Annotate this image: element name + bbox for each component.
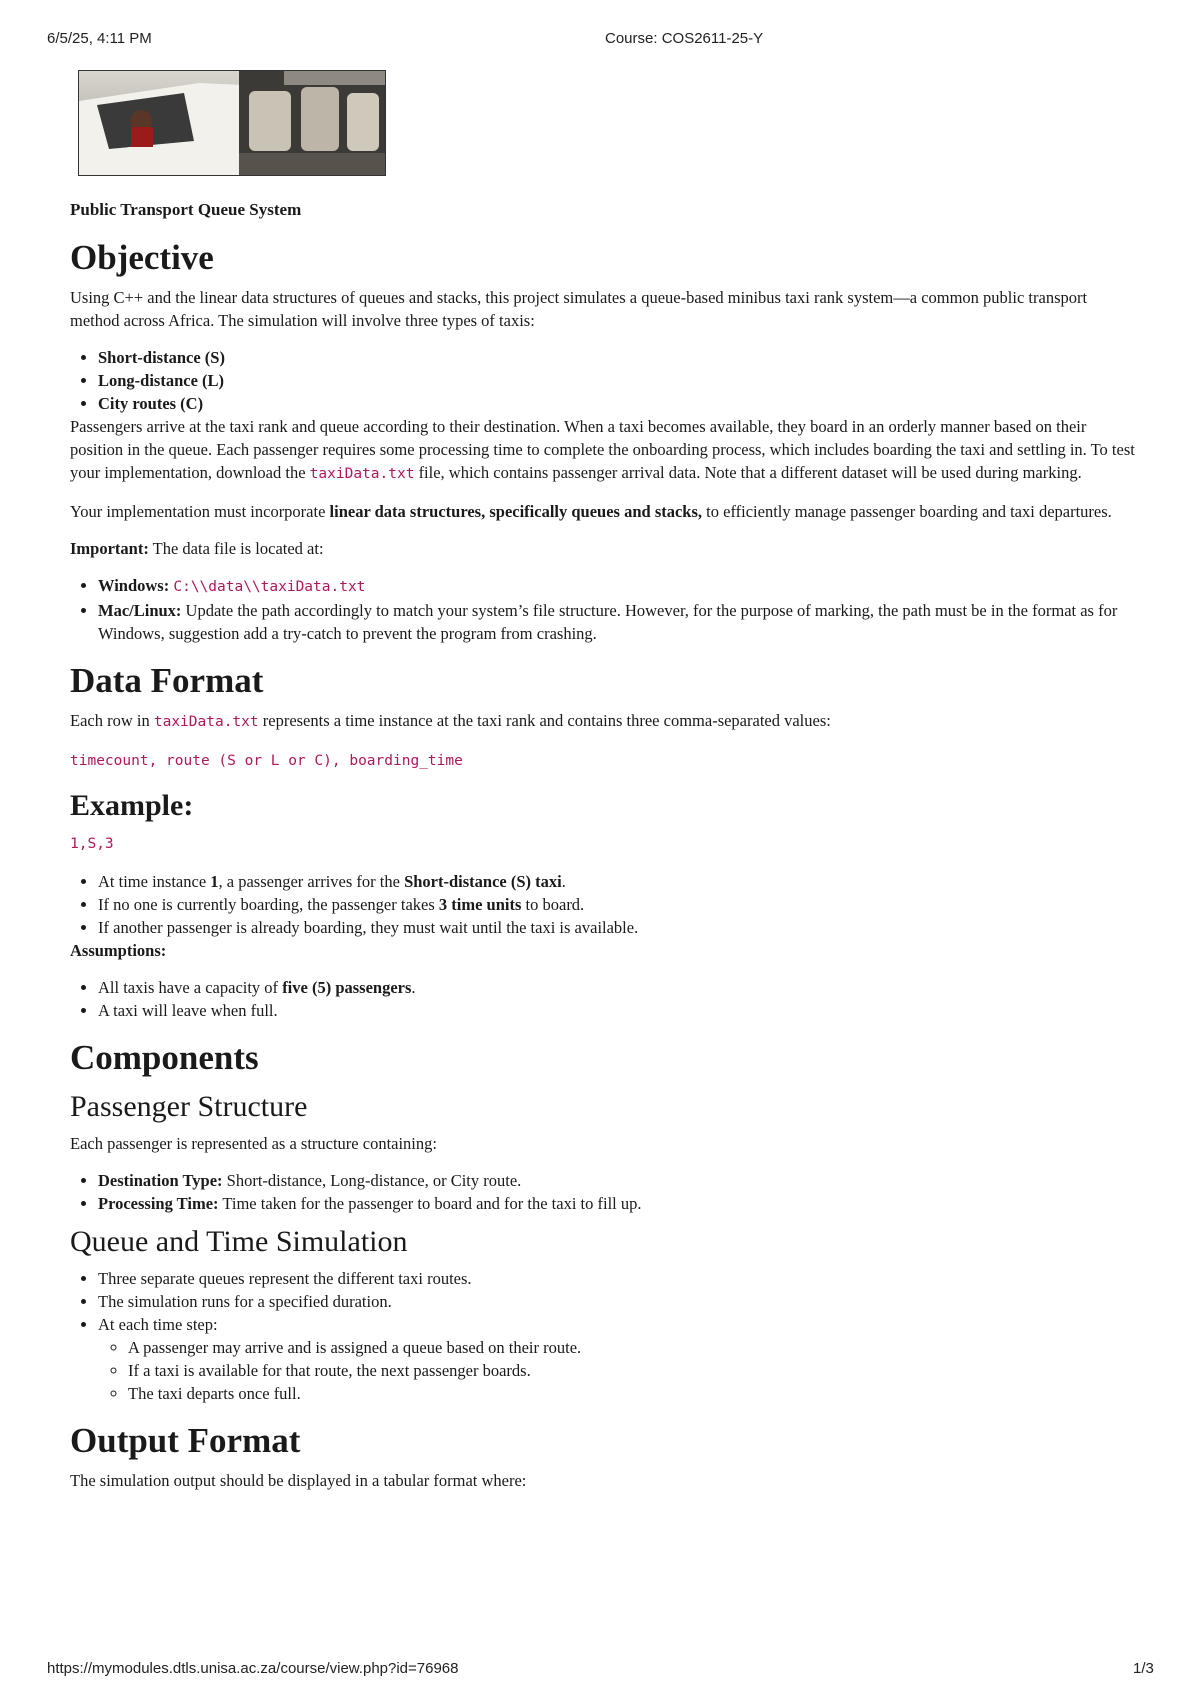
time-step-sublist (98, 1336, 1140, 1405)
objective-paragraph-3: Your implementation must incorporate linear data structures, specifically queues and stacks, to efficiently manage passenger boarding and taxi departures. (70, 502, 1112, 521)
list-item: • City routes (C) (98, 392, 1140, 415)
list-item-windows: • Windows: C:\\data\\taxiData.txt (98, 574, 1140, 599)
data-path-list (70, 574, 1140, 645)
passenger-structure-heading: Passenger Structure (70, 1090, 308, 1123)
example-code: 1,S,3 (70, 836, 114, 852)
list-item: • If another passenger is already boarding, they must wait until the taxi is available. (98, 916, 1140, 939)
list-item: • Long-distance (L) (98, 369, 1140, 392)
passenger-fields-list (70, 1169, 1140, 1215)
list-item: • At each time step: ◦ A passenger may arrive and is assigned a queue based on their route. ◦ If a taxi is available for that route, the next passenger boards. ◦ The taxi departs once full. (98, 1313, 1140, 1405)
assumptions-list (70, 976, 1140, 1022)
list-item: ◦ A passenger may arrive and is assigned a queue based on their route. (128, 1336, 1140, 1359)
print-datetime: 6/5/25, 4:11 PM (47, 30, 152, 47)
format-line: timecount, route (S or L or C), boarding_time (70, 753, 463, 769)
output-format-heading: Output Format (70, 1421, 301, 1460)
output-format-text: The simulation output should be displayed in a tabular format where: (70, 1471, 527, 1490)
objective-heading: Objective (70, 238, 214, 277)
objective-paragraph-2: Passengers arrive at the taxi rank and queue according to their destination. When a taxi becomes available, they board in an orderly manner based on their position in the queue. Each passenger requires some processing time to complete the onboarding process, which includes boarding the taxi and settling in. To test your implementation, download the taxiData.txt file, which contains passenger arrival data. Note that a different dataset will be used during marking. (70, 417, 1135, 482)
windows-path-code: C:\\data\\taxiData.txt (173, 579, 366, 595)
list-item: ◦ If a taxi is available for that route, the next passenger boards. (128, 1359, 1140, 1382)
list-item: ◦ The taxi departs once full. (128, 1382, 1140, 1405)
list-item-mac: • Mac/Linux: Update the path accordingly to match your system’s file structure. However, for the purpose of marking, the path must be in the format as for Windows, suggestion add a try-catch to prevent the program from crashing. (98, 599, 1140, 645)
passenger-intro: Each passenger is represented as a structure containing: (70, 1134, 437, 1153)
list-item: • Short-distance (S) (98, 346, 1140, 369)
list-item: • At time instance 1, a passenger arrives for the Short-distance (S) taxi. (98, 870, 1140, 893)
queue-list (70, 1267, 1140, 1405)
taxi-types-list (70, 346, 1140, 415)
queue-simulation-heading: Queue and Time Simulation (70, 1225, 408, 1258)
list-item: • If no one is currently boarding, the passenger takes 3 time units to board. (98, 893, 1140, 916)
footer-url: https://mymodules.dtls.unisa.ac.za/course/view.php?id=76968 (47, 1660, 459, 1677)
assumptions-label: Assumptions: (70, 941, 167, 960)
example-list (70, 870, 1140, 939)
list-item: • The simulation runs for a specified duration. (98, 1290, 1140, 1313)
data-format-paragraph: Each row in taxiData.txt represents a time instance at the taxi rank and contains three comma-separated values: (70, 711, 831, 730)
page-content (70, 70, 1140, 1506)
list-item: • A taxi will leave when full. (98, 999, 1140, 1022)
list-item: • Destination Type: Short-distance, Long-distance, or City route. (98, 1169, 1140, 1192)
page-number: 1/3 (1133, 1660, 1154, 1677)
print-course-title: Course: COS2611-25-Y (605, 30, 764, 47)
important-note: Important: The data file is located at: (70, 539, 324, 558)
components-heading: Components (70, 1038, 259, 1077)
list-item: • All taxis have a capacity of five (5) passengers. (98, 976, 1140, 999)
objective-intro: Using C++ and the linear data structures of queues and stacks, this project simulates a queue-based minibus taxi rank system—a common public transport method across Africa. The simulation will involve three types of taxis: (70, 288, 1088, 330)
filename-code: taxiData.txt (153, 714, 259, 730)
page-title: Public Transport Queue System (70, 200, 302, 219)
taxi-banner-image (78, 70, 386, 176)
list-item: • Processing Time: Time taken for the passenger to board and for the taxi to fill up. (98, 1192, 1140, 1215)
example-heading: Example: (70, 789, 194, 822)
list-item: • Three separate queues represent the different taxi routes. (98, 1267, 1140, 1290)
data-format-heading: Data Format (70, 661, 264, 700)
filename-code: taxiData.txt (309, 466, 415, 482)
